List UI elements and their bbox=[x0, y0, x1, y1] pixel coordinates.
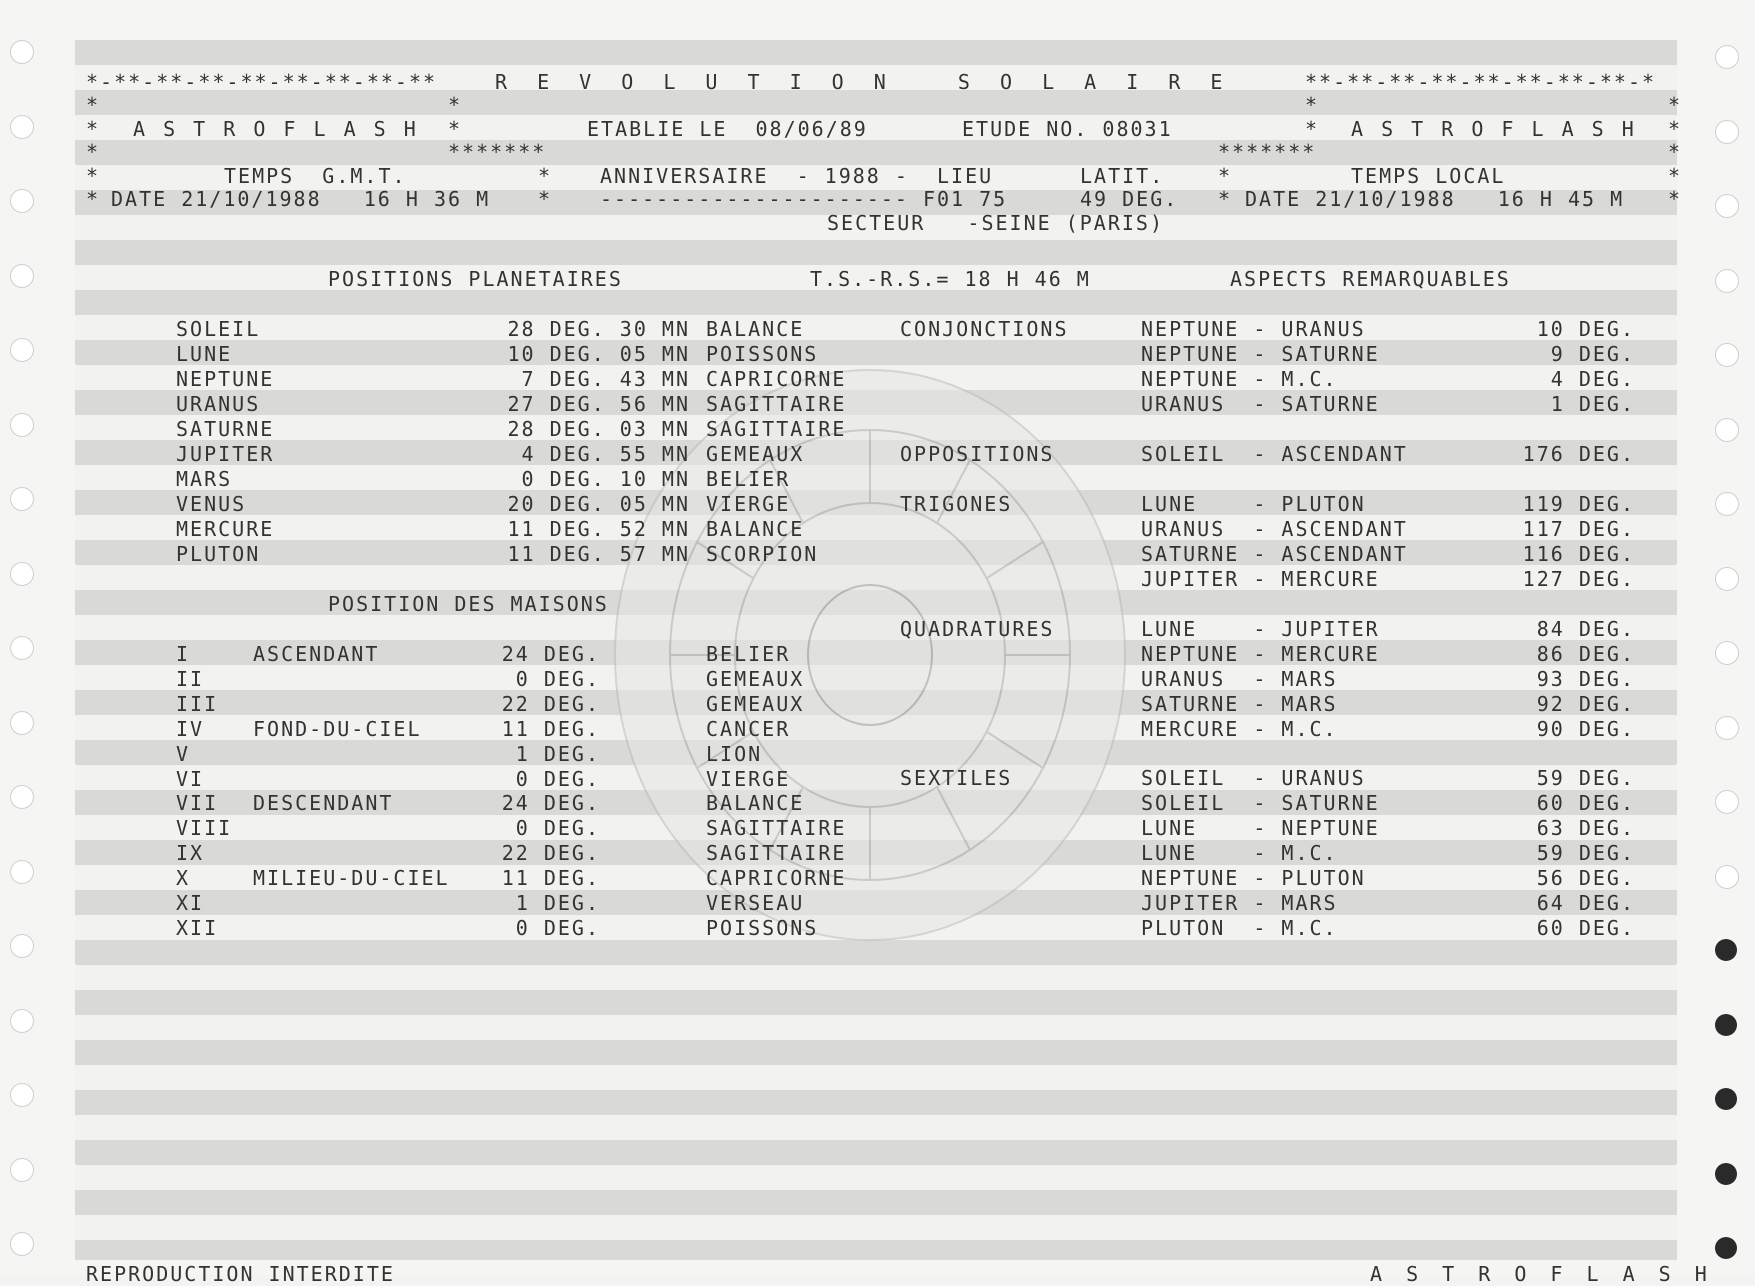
aspect-degree: 59 DEG. bbox=[1536, 841, 1635, 865]
tractor-hole bbox=[1715, 567, 1739, 591]
tractor-hole bbox=[1715, 120, 1739, 144]
tractor-hole bbox=[1715, 269, 1739, 293]
tractor-hole bbox=[1715, 45, 1739, 69]
aspect-pair: LUNE - JUPITER bbox=[1141, 617, 1380, 641]
tractor-hole bbox=[1715, 1237, 1737, 1259]
planet-name: LUNE bbox=[176, 342, 233, 366]
tractor-hole bbox=[10, 636, 34, 660]
tractor-hole bbox=[10, 1232, 34, 1256]
house-sign: LION bbox=[706, 741, 763, 766]
house-sign: VIERGE bbox=[706, 766, 791, 791]
footer-reproduction-notice: REPRODUCTION INTERDITE bbox=[86, 1262, 395, 1286]
house-degree: 0 DEG. bbox=[515, 816, 600, 841]
border-star: * bbox=[86, 187, 101, 211]
aspect-degree: 56 DEG. bbox=[1536, 866, 1635, 890]
house-number: I bbox=[176, 642, 191, 666]
planet-degree: 4 DEG. 55 MN bbox=[521, 442, 690, 466]
planet-sign: SAGITTAIRE bbox=[706, 392, 847, 416]
border-star: * bbox=[1305, 117, 1320, 141]
house-degree: 11 DEG. bbox=[501, 866, 600, 891]
planet-sign: VIERGE bbox=[706, 492, 791, 516]
tractor-hole bbox=[1715, 1014, 1737, 1036]
houses-title: POSITION DES MAISONS bbox=[328, 592, 609, 616]
planet-sign: CAPRICORNE bbox=[706, 367, 847, 391]
aspect-pair: URANUS - ASCENDANT bbox=[1141, 517, 1408, 541]
planet-degree: 28 DEG. 03 MN bbox=[507, 417, 690, 441]
planet-name: SATURNE bbox=[176, 417, 275, 441]
border-star: * bbox=[1218, 164, 1233, 188]
tractor-hole bbox=[1715, 865, 1739, 889]
house-degree: 24 DEG. bbox=[501, 642, 600, 666]
aspect-pair: NEPTUNE - M.C. bbox=[1141, 367, 1338, 391]
house-degree: 0 DEG. bbox=[515, 666, 600, 691]
aspect-pair: JUPITER - MARS bbox=[1141, 891, 1338, 915]
footer-brand: A S T R O F L A S H bbox=[1370, 1262, 1713, 1286]
border-star: * bbox=[538, 187, 553, 211]
aspect-degree: 64 DEG. bbox=[1536, 891, 1635, 915]
aspect-pair: URANUS - MARS bbox=[1141, 667, 1338, 691]
border-star: * bbox=[1218, 187, 1233, 211]
border-star: * bbox=[86, 164, 101, 188]
tractor-hole bbox=[10, 934, 34, 958]
established-date: ETABLIE LE 08/06/89 bbox=[587, 117, 868, 141]
house-name: MILIEU-DU-CIEL bbox=[253, 866, 450, 891]
tractor-hole bbox=[10, 785, 34, 809]
house-sign: CAPRICORNE bbox=[706, 866, 847, 891]
tractor-hole bbox=[10, 264, 34, 288]
aspect-degree: 90 DEG. bbox=[1536, 717, 1635, 741]
aspect-pair: LUNE - PLUTON bbox=[1141, 492, 1366, 516]
planet-sign: BALANCE bbox=[706, 517, 805, 541]
anniversary-label: ANNIVERSAIRE - 1988 - LIEU bbox=[600, 164, 994, 188]
tractor-hole bbox=[1715, 790, 1739, 814]
aspect-degree: 59 DEG. bbox=[1536, 766, 1635, 790]
planet-degree: 11 DEG. 52 MN bbox=[507, 517, 690, 541]
aspect-pair: NEPTUNE - URANUS bbox=[1141, 317, 1366, 341]
report-title: R E V O L U T I O N S O L A I R E bbox=[495, 70, 1232, 94]
house-number: II bbox=[176, 666, 205, 691]
border-star: * bbox=[448, 117, 463, 141]
aspect-pair: SOLEIL - URANUS bbox=[1141, 766, 1366, 790]
aspect-degree: 84 DEG. bbox=[1536, 617, 1635, 641]
house-number: VI bbox=[176, 766, 205, 791]
planet-name: SOLEIL bbox=[176, 317, 261, 341]
sector-location: SECTEUR -SEINE (PARIS) bbox=[827, 211, 1164, 235]
house-sign: POISSONS bbox=[706, 915, 819, 940]
tractor-hole bbox=[1715, 939, 1737, 961]
house-degree: 11 DEG. bbox=[501, 716, 600, 741]
house-degree: 1 DEG. bbox=[515, 891, 600, 915]
tractor-hole bbox=[10, 338, 34, 362]
planet-name: MARS bbox=[176, 467, 233, 491]
tractor-hole bbox=[10, 40, 34, 64]
tractor-hole bbox=[1715, 194, 1739, 218]
planet-name: MERCURE bbox=[176, 517, 275, 541]
planet-degree: 7 DEG. 43 MN bbox=[521, 367, 690, 391]
house-number: X bbox=[176, 866, 191, 891]
border-star: * bbox=[1668, 164, 1683, 188]
planet-degree: 11 DEG. 57 MN bbox=[507, 542, 690, 566]
aspect-pair: MERCURE - M.C. bbox=[1141, 717, 1338, 741]
aspect-degree: 117 DEG. bbox=[1522, 517, 1635, 541]
planet-sign: GEMEAUX bbox=[706, 442, 805, 466]
tractor-hole bbox=[10, 1009, 34, 1033]
aspect-degree: 63 DEG. bbox=[1536, 816, 1635, 840]
gmt-date: DATE 21/10/1988 16 H 36 M bbox=[111, 187, 491, 211]
house-sign: SAGITTAIRE bbox=[706, 841, 847, 866]
aspect-pair: JUPITER - MERCURE bbox=[1141, 567, 1380, 591]
planet-degree: 10 DEG. 05 MN bbox=[507, 342, 690, 366]
dashes-location: ---------------------- F01 75 bbox=[600, 187, 1008, 211]
house-sign: BELIER bbox=[706, 642, 791, 666]
border-star: * bbox=[86, 140, 101, 164]
aspect-pair: LUNE - NEPTUNE bbox=[1141, 816, 1380, 840]
planet-sign: BELIER bbox=[706, 467, 791, 491]
border-star: * bbox=[1668, 117, 1683, 141]
house-sign: GEMEAUX bbox=[706, 691, 805, 716]
aspect-pair: NEPTUNE - MERCURE bbox=[1141, 642, 1380, 666]
aspect-pair: URANUS - SATURNE bbox=[1141, 392, 1380, 416]
tractor-hole bbox=[10, 413, 34, 437]
aspect-degree: 93 DEG. bbox=[1536, 667, 1635, 691]
aspect-degree: 176 DEG. bbox=[1522, 442, 1635, 466]
planet-degree: 27 DEG. 56 MN bbox=[507, 392, 690, 416]
aspect-pair: PLUTON - M.C. bbox=[1141, 916, 1338, 940]
house-degree: 1 DEG. bbox=[515, 741, 600, 766]
tractor-hole bbox=[10, 487, 34, 511]
aspect-degree: 86 DEG. bbox=[1536, 642, 1635, 666]
tractor-hole bbox=[10, 711, 34, 735]
aspect-category-trines: TRIGONES bbox=[900, 492, 1013, 516]
planet-sign: SAGITTAIRE bbox=[706, 417, 847, 441]
house-name: DESCENDANT bbox=[253, 791, 394, 816]
aspect-category-squares: QUADRATURES bbox=[900, 617, 1055, 641]
positions-title: POSITIONS PLANETAIRES bbox=[328, 267, 623, 291]
planet-sign: BALANCE bbox=[706, 317, 805, 341]
border-star: * bbox=[538, 164, 553, 188]
house-sign: CANCER bbox=[706, 716, 791, 741]
border-star: * bbox=[86, 93, 101, 117]
border-star: * bbox=[86, 117, 101, 141]
planet-name: PLUTON bbox=[176, 542, 261, 566]
tractor-hole bbox=[10, 1158, 34, 1182]
border-stars: ******* bbox=[1218, 140, 1317, 164]
house-sign: SAGITTAIRE bbox=[706, 816, 847, 841]
house-number: V bbox=[176, 741, 191, 766]
header-border-right: **-**-**-**-**-**-**-**-* bbox=[1305, 70, 1657, 94]
tractor-hole bbox=[1715, 1088, 1737, 1110]
aspect-degree: 9 DEG. bbox=[1550, 342, 1635, 366]
border-star: * bbox=[1305, 93, 1320, 117]
border-stars: ******* bbox=[448, 140, 547, 164]
tractor-hole bbox=[1715, 1163, 1737, 1185]
aspect-degree: 116 DEG. bbox=[1522, 542, 1635, 566]
house-number: VIII bbox=[176, 816, 233, 841]
house-number: IV bbox=[176, 716, 205, 741]
house-number: XII bbox=[176, 915, 219, 940]
aspect-category-oppositions: OPPOSITIONS bbox=[900, 442, 1055, 466]
latitude-value: 49 DEG. bbox=[1080, 187, 1179, 211]
house-degree: 22 DEG. bbox=[501, 841, 600, 866]
house-degree: 24 DEG. bbox=[501, 791, 600, 816]
planet-name: VENUS bbox=[176, 492, 247, 516]
aspect-pair: NEPTUNE - PLUTON bbox=[1141, 866, 1366, 890]
planet-name: URANUS bbox=[176, 392, 261, 416]
house-number: VII bbox=[176, 791, 219, 816]
planet-sign: POISSONS bbox=[706, 342, 819, 366]
aspect-degree: 119 DEG. bbox=[1522, 492, 1635, 516]
tractor-hole bbox=[1715, 492, 1739, 516]
house-name: ASCENDANT bbox=[253, 642, 380, 666]
study-number: ETUDE NO. 08031 bbox=[962, 117, 1173, 141]
aspect-pair: SATURNE - ASCENDANT bbox=[1141, 542, 1408, 566]
aspect-degree: 10 DEG. bbox=[1536, 317, 1635, 341]
aspect-degree: 1 DEG. bbox=[1550, 392, 1635, 416]
aspect-degree: 4 DEG. bbox=[1550, 367, 1635, 391]
aspect-degree: 60 DEG. bbox=[1536, 916, 1635, 940]
local-time-label: TEMPS LOCAL bbox=[1351, 164, 1506, 188]
house-number: IX bbox=[176, 841, 205, 866]
house-degree: 22 DEG. bbox=[501, 691, 600, 716]
house-sign: VERSEAU bbox=[706, 891, 805, 915]
house-degree: 0 DEG. bbox=[515, 766, 600, 791]
latitude-label: LATIT. bbox=[1080, 164, 1165, 188]
tractor-hole bbox=[10, 1083, 34, 1107]
border-star: * bbox=[1668, 187, 1683, 211]
tractor-hole bbox=[1715, 418, 1739, 442]
tractor-hole bbox=[1715, 343, 1739, 367]
aspect-pair: SOLEIL - SATURNE bbox=[1141, 791, 1380, 815]
aspect-degree: 92 DEG. bbox=[1536, 692, 1635, 716]
house-sign: BALANCE bbox=[706, 791, 805, 816]
aspects-title: ASPECTS REMARQUABLES bbox=[1230, 267, 1511, 291]
tractor-hole bbox=[10, 189, 34, 213]
tractor-hole bbox=[10, 115, 34, 139]
planet-name: NEPTUNE bbox=[176, 367, 275, 391]
tractor-hole bbox=[10, 860, 34, 884]
brand-right: A S T R O F L A S H bbox=[1351, 117, 1637, 141]
header-border-left: *-**-**-**-**-**-**-**-** bbox=[86, 70, 438, 94]
border-star: * bbox=[1668, 140, 1683, 164]
tractor-hole bbox=[10, 562, 34, 586]
house-sign: GEMEAUX bbox=[706, 666, 805, 691]
aspect-degree: 127 DEG. bbox=[1522, 567, 1635, 591]
house-number: XI bbox=[176, 891, 205, 915]
house-name: FOND-DU-CIEL bbox=[253, 716, 422, 741]
aspect-category-sextiles: SEXTILES bbox=[900, 766, 1013, 790]
planet-degree: 0 DEG. 10 MN bbox=[521, 467, 690, 491]
planet-sign: SCORPION bbox=[706, 542, 819, 566]
tractor-hole bbox=[1715, 641, 1739, 665]
gmt-label: TEMPS G.M.T. bbox=[224, 164, 407, 188]
local-date: DATE 21/10/1988 16 H 45 M bbox=[1245, 187, 1625, 211]
aspect-category-conjunctions: CONJONCTIONS bbox=[900, 317, 1069, 341]
planet-degree: 28 DEG. 30 MN bbox=[507, 317, 690, 341]
aspect-pair: SOLEIL - ASCENDANT bbox=[1141, 442, 1408, 466]
border-star: * bbox=[1668, 93, 1683, 117]
aspect-pair: SATURNE - MARS bbox=[1141, 692, 1338, 716]
aspect-pair: LUNE - M.C. bbox=[1141, 841, 1338, 865]
planet-degree: 20 DEG. 05 MN bbox=[507, 492, 690, 516]
tractor-hole bbox=[1715, 716, 1739, 740]
sidereal-time: T.S.-R.S.= 18 H 46 M bbox=[810, 267, 1091, 291]
house-degree: 0 DEG. bbox=[515, 915, 600, 940]
aspect-degree: 60 DEG. bbox=[1536, 791, 1635, 815]
brand-left: A S T R O F L A S H bbox=[133, 117, 419, 141]
house-number: III bbox=[176, 691, 219, 716]
border-star: * bbox=[448, 93, 463, 117]
planet-name: JUPITER bbox=[176, 442, 275, 466]
aspect-pair: NEPTUNE - SATURNE bbox=[1141, 342, 1380, 366]
